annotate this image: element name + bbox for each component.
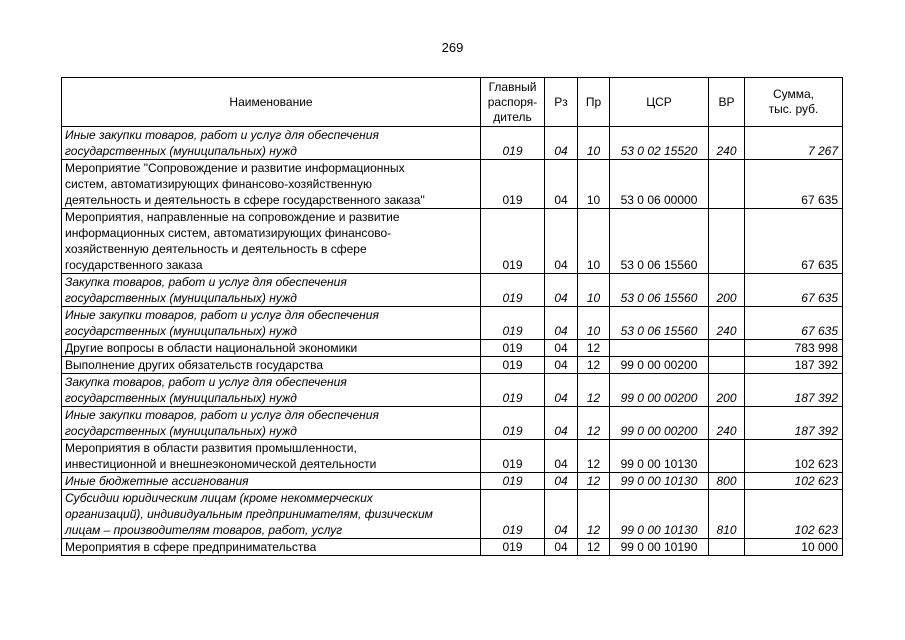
- row-name-line: Мероприятие "Сопровождение и развитие информационных: [65, 161, 405, 175]
- header-sum-line: тыс. руб.: [768, 102, 819, 116]
- row-rz: 04: [545, 307, 578, 340]
- row-name-line: государственных (муниципальных) нужд: [65, 291, 297, 305]
- table-row: [62, 209, 843, 274]
- row-vr: [709, 340, 745, 357]
- row-sum: 10 000: [745, 539, 843, 556]
- row-sum: 67 635: [745, 307, 843, 340]
- row-main-admin: 019: [481, 374, 545, 407]
- table-row: [62, 307, 843, 340]
- table-header: [62, 78, 843, 127]
- row-csr: 99 0 00 10130: [610, 473, 709, 490]
- row-main-admin: 019: [481, 274, 545, 307]
- row-csr: 53 0 06 15560: [610, 307, 709, 340]
- row-name-cell: [62, 539, 481, 556]
- row-csr: 53 0 06 15560: [610, 209, 709, 274]
- row-pr: 10: [578, 274, 610, 307]
- table-row: [62, 539, 843, 556]
- row-name-cell: [62, 473, 481, 490]
- table-row: [62, 274, 843, 307]
- row-name-line: Иные бюджетные ассигнования: [65, 474, 249, 488]
- row-name-line: организаций), индивидуальным предпринимателям, физическим: [65, 507, 433, 521]
- header-vr: ВР: [709, 78, 745, 127]
- row-csr: 53 0 02 15520: [610, 127, 709, 160]
- row-csr: 53 0 06 15560: [610, 274, 709, 307]
- row-pr: 12: [578, 340, 610, 357]
- row-name-line: систем, автоматизирующих финансово-хозяйственную: [65, 177, 372, 191]
- row-sum: 67 635: [745, 209, 843, 274]
- row-main-admin: 019: [481, 160, 545, 209]
- row-pr: 12: [578, 539, 610, 556]
- row-rz: 04: [545, 340, 578, 357]
- row-csr: 99 0 00 10130: [610, 440, 709, 473]
- row-pr: 10: [578, 209, 610, 274]
- row-vr: 240: [709, 127, 745, 160]
- header-main-admin-line: Главный: [488, 79, 537, 94]
- row-csr: [610, 340, 709, 357]
- row-rz: 04: [545, 374, 578, 407]
- row-main-admin: 019: [481, 407, 545, 440]
- row-main-admin: 019: [481, 490, 545, 539]
- row-main-admin: 019: [481, 340, 545, 357]
- row-name-line: Субсидии юридическим лицам (кроме некоммерческих: [65, 491, 373, 505]
- row-rz: 04: [545, 490, 578, 539]
- row-sum: 783 998: [745, 340, 843, 357]
- row-pr: 12: [578, 473, 610, 490]
- row-csr: 99 0 00 00200: [610, 357, 709, 374]
- row-main-admin: 019: [481, 127, 545, 160]
- row-pr: 10: [578, 127, 610, 160]
- table-row: [62, 440, 843, 473]
- row-name-line: Иные закупки товаров, работ и услуг для обеспечения: [65, 128, 379, 142]
- row-sum: 102 623: [745, 490, 843, 539]
- row-vr: [709, 539, 745, 556]
- row-name-line: Иные закупки товаров, работ и услуг для обеспечения: [65, 408, 379, 422]
- header-main-admin-line: дитель: [493, 109, 532, 124]
- row-pr: 12: [578, 357, 610, 374]
- row-sum: 102 623: [745, 473, 843, 490]
- row-name-cell: [62, 209, 481, 274]
- row-name-line: Закупка товаров, работ и услуг для обеспечения: [65, 375, 347, 389]
- row-vr: 800: [709, 473, 745, 490]
- row-vr: [709, 357, 745, 374]
- table-row: [62, 357, 843, 374]
- row-sum: 187 392: [745, 374, 843, 407]
- row-rz: 04: [545, 473, 578, 490]
- header-main-admin-line: распоря-: [487, 94, 538, 109]
- row-csr: 99 0 00 00200: [610, 374, 709, 407]
- row-name-cell: [62, 274, 481, 307]
- header-pr: Пр: [578, 78, 610, 127]
- row-sum: 187 392: [745, 407, 843, 440]
- row-rz: 04: [545, 440, 578, 473]
- table-row: [62, 374, 843, 407]
- table-body: [62, 127, 843, 556]
- row-main-admin: 019: [481, 440, 545, 473]
- row-vr: 810: [709, 490, 745, 539]
- table-row: [62, 473, 843, 490]
- row-name-cell: [62, 440, 481, 473]
- header-sum-line: Сумма,: [772, 87, 815, 101]
- row-name-line: хозяйственную деятельность и деятельность в сфере: [65, 242, 367, 256]
- row-vr: 200: [709, 374, 745, 407]
- row-name-line: Мероприятия, направленные на сопровождение и развитие: [65, 210, 400, 224]
- row-sum: 102 623: [745, 440, 843, 473]
- row-main-admin: 019: [481, 539, 545, 556]
- header-rz: Рз: [545, 78, 578, 127]
- row-name-cell: [62, 407, 481, 440]
- row-vr: [709, 440, 745, 473]
- row-rz: 04: [545, 357, 578, 374]
- row-name-line: государственных (муниципальных) нужд: [65, 324, 297, 338]
- page-number: 269: [441, 40, 464, 55]
- row-name-line: Выполнение других обязательств государства: [65, 358, 324, 372]
- row-name-line: государственных (муниципальных) нужд: [65, 144, 297, 158]
- row-vr: 240: [709, 307, 745, 340]
- row-name-line: Иные закупки товаров, работ и услуг для обеспечения: [65, 308, 379, 322]
- row-csr: 99 0 00 10190: [610, 539, 709, 556]
- row-pr: 10: [578, 160, 610, 209]
- header-name: Наименование: [62, 78, 481, 127]
- row-vr: [709, 160, 745, 209]
- row-name-line: инвестиционной и внешнеэкономической деятельности: [65, 457, 377, 471]
- row-csr: 53 0 06 00000: [610, 160, 709, 209]
- row-rz: 04: [545, 127, 578, 160]
- row-name-line: государственного заказа: [65, 258, 203, 272]
- row-name-cell: [62, 307, 481, 340]
- row-vr: [709, 209, 745, 274]
- row-vr: 240: [709, 407, 745, 440]
- budget-table: [61, 77, 843, 556]
- row-rz: 04: [545, 160, 578, 209]
- row-pr: 10: [578, 307, 610, 340]
- header-main-admin: [481, 78, 545, 127]
- header-sum: [745, 78, 843, 127]
- row-name-cell: [62, 127, 481, 160]
- row-name-cell: [62, 357, 481, 374]
- row-name-cell: [62, 490, 481, 539]
- table-row: [62, 490, 843, 539]
- row-pr: 12: [578, 440, 610, 473]
- row-rz: 04: [545, 539, 578, 556]
- row-main-admin: 019: [481, 209, 545, 274]
- row-name-line: государственных (муниципальных) нужд: [65, 391, 297, 405]
- row-main-admin: 019: [481, 357, 545, 374]
- row-name-cell: [62, 374, 481, 407]
- row-pr: 12: [578, 374, 610, 407]
- row-rz: 04: [545, 209, 578, 274]
- row-name-cell: [62, 340, 481, 357]
- row-name-line: деятельность и деятельность в сфере государственного заказа": [65, 193, 425, 207]
- table-row: [62, 127, 843, 160]
- row-pr: 12: [578, 490, 610, 539]
- header-csr: ЦСР: [610, 78, 709, 127]
- row-name-cell: [62, 160, 481, 209]
- row-name-line: государственных (муниципальных) нужд: [65, 424, 297, 438]
- row-pr: 12: [578, 407, 610, 440]
- row-csr: 99 0 00 00200: [610, 407, 709, 440]
- row-name-line: информационных систем, автоматизирующих финансово-: [65, 226, 392, 240]
- row-name-line: Закупка товаров, работ и услуг для обеспечения: [65, 275, 347, 289]
- row-name-line: Другие вопросы в области национальной экономики: [65, 341, 358, 355]
- table-row: [62, 407, 843, 440]
- row-name-line: Мероприятия в сфере предпринимательства: [65, 540, 317, 554]
- row-sum: 7 267: [745, 127, 843, 160]
- table-row: [62, 160, 843, 209]
- row-csr: 99 0 00 10130: [610, 490, 709, 539]
- row-vr: 200: [709, 274, 745, 307]
- row-rz: 04: [545, 407, 578, 440]
- row-main-admin: 019: [481, 473, 545, 490]
- row-rz: 04: [545, 274, 578, 307]
- row-sum: 67 635: [745, 160, 843, 209]
- row-name-line: лицам – производителям товаров, работ, услуг: [65, 523, 343, 537]
- row-main-admin: 019: [481, 307, 545, 340]
- row-name-line: Мероприятия в области развития промышленности,: [65, 441, 357, 455]
- row-sum: 67 635: [745, 274, 843, 307]
- table-row: [62, 340, 843, 357]
- row-sum: 187 392: [745, 357, 843, 374]
